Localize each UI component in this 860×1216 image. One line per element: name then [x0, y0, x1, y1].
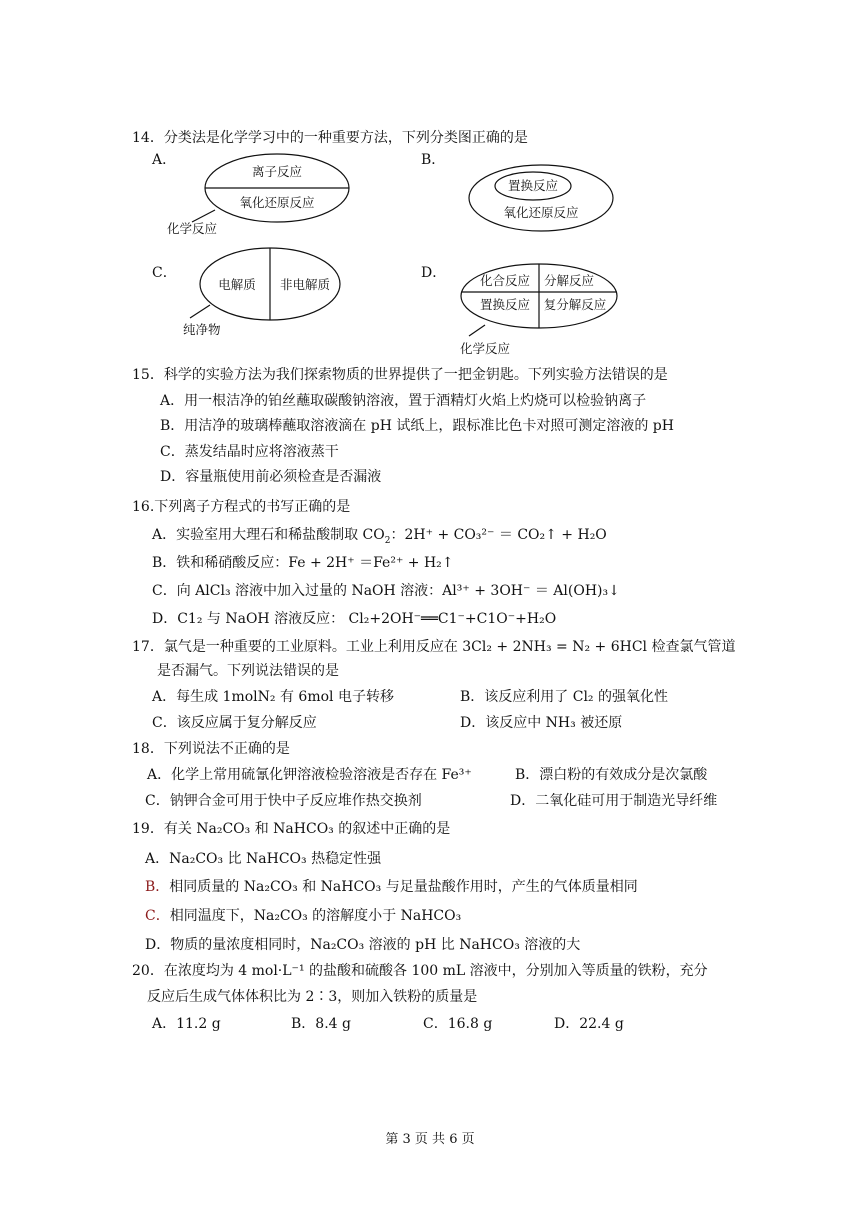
- diagram-a-bottom-label: 氧化还原反应: [239, 195, 315, 210]
- q15-option-b: B．用洁净的玻璃棒蘸取溶液滴在 pH 试纸上，跟标准比色卡对照可测定溶液的 pH: [160, 418, 674, 434]
- q16-option-a-subscript: 2: [384, 535, 391, 546]
- q18-option-a: A．化学上常用硫氰化钾溶液检验溶液是否存在 Fe³⁺: [147, 767, 472, 783]
- q14-stem: 14．分类法是化学学习中的一种重要方法，下列分类图正确的是: [132, 130, 528, 146]
- q17-option-a: A．每生成 1molN₂ 有 6mol 电子转移: [152, 689, 394, 705]
- q19-option-c-label: C．: [145, 908, 170, 924]
- q15-option-c: C．蒸发结晶时应将溶液蒸干: [160, 444, 339, 460]
- q18-option-c: C．钠钾合金可用于快中子反应堆作热交换剂: [145, 793, 422, 809]
- q16-option-b: B．铁和稀硝酸反应：Fe + 2H⁺ ＝Fe²⁺ + H₂↑: [152, 555, 454, 571]
- q17-option-c: C．该反应属于复分解反应: [152, 715, 317, 731]
- q19-option-b: [145, 878, 638, 896]
- q20-option-d: D．22.4 g: [554, 1016, 624, 1032]
- q14-option-d-label: D．: [421, 265, 447, 281]
- diagram-d-br-label: 复分解反应: [543, 297, 607, 312]
- diagram-d-tr-label: 分解反应: [543, 273, 595, 288]
- q16-option-c: C．向 AlCl₃ 溶液中加入过量的 NaOH 溶液：Al³⁺ + 3OH⁻ ＝ Al(OH)₃↓: [152, 583, 620, 599]
- q16-stem: 16.下列离子方程式的书写正确的是: [132, 499, 351, 515]
- diagram-b-outer-label: 氧化还原反应: [503, 205, 579, 220]
- q19-option-b-text: 相同质量的 Na₂CO₃ 和 NaHCO₃ 与足量盐酸作用时，产生的气体质量相同: [169, 879, 638, 895]
- q14-diagram-a: [160, 150, 360, 245]
- diagram-c-left-label: 电解质: [218, 277, 256, 292]
- diagram-a-top-label: 离子反应: [251, 164, 303, 179]
- q20-stem-line2: 反应后生成气体体积比为 2∶3，则加入铁粉的质量是: [147, 989, 478, 1005]
- q15-option-a: A．用一根洁净的铂丝蘸取碳酸钠溶液，置于酒精灯火焰上灼烧可以检验钠离子: [160, 393, 647, 409]
- q16-option-a-equation: ：2H⁺ + CO₃²⁻ ＝ CO₂↑ + H₂O: [390, 527, 607, 543]
- q20-option-c: C．16.8 g: [423, 1016, 493, 1032]
- q16-option-d: D．C1₂ 与 NaOH 溶液反应： Cl₂+2OH⁻══C1⁻+C1O⁻+H₂O: [152, 611, 557, 627]
- diagram-b-inner-label: 置换反应: [507, 178, 559, 193]
- q14-option-a-label: A．: [152, 152, 177, 168]
- diagram-d-bl-label: 置换反应: [479, 297, 531, 312]
- q16-option-a: [152, 526, 607, 544]
- q17-option-d: D．该反应中 NH₃ 被还原: [460, 715, 623, 731]
- q19-option-d: D．物质的量浓度相同时，Na₂CO₃ 溶液的 pH 比 NaHCO₃ 溶液的大: [145, 937, 581, 953]
- page-footer: 第 3 页 共 6 页: [385, 1132, 475, 1147]
- q18-option-d: D．二氧化硅可用于制造光导纤维: [510, 793, 718, 809]
- diagram-c-outer-label: 纯净物: [183, 322, 221, 337]
- q18-option-b: B．漂白粉的有效成分是次氯酸: [515, 767, 708, 783]
- q17-stem-line1: 17．氯气是一种重要的工业原料。工业上利用反应在 3Cl₂ + 2NH₃ = N₂ + 6HCl 检查氯气管道: [132, 639, 736, 655]
- q19-option-c-text: 相同温度下，Na₂CO₃ 的溶解度小于 NaHCO₃: [169, 908, 462, 924]
- diagram-c-right-label: 非电解质: [279, 277, 331, 292]
- q19-option-b-label: B．: [145, 879, 170, 895]
- q14-option-b-label: B．: [421, 152, 446, 168]
- q16-option-a-text: A．实验室用大理石和稀盐酸制取 CO: [152, 527, 385, 543]
- diagram-d-outer-label: 化学反应: [460, 341, 511, 356]
- q14-diagram-b: [465, 164, 625, 236]
- q15-option-d: D．容量瓶使用前必须检查是否漏液: [160, 469, 382, 485]
- diagram-d-tl-label: 化合反应: [479, 273, 531, 288]
- q20-stem-line1: 20．在浓度均为 4 mol·L⁻¹ 的盐酸和硫酸各 100 mL 溶液中，分别加入等质量的铁粉，充分: [132, 963, 708, 979]
- q19-option-c: [145, 907, 461, 925]
- q20-option-b: B．8.4 g: [291, 1016, 351, 1032]
- q14-diagram-d: [455, 262, 635, 360]
- q14-option-c-label: C．: [152, 265, 177, 281]
- q18-stem: 18．下列说法不正确的是: [132, 741, 290, 757]
- q19-stem: 19．有关 Na₂CO₃ 和 NaHCO₃ 的叙述中正确的是: [132, 821, 451, 837]
- q19-option-a: A．Na₂CO₃ 比 NaHCO₃ 热稳定性强: [145, 851, 382, 867]
- q15-stem: 15．科学的实验方法为我们探索物质的世界提供了一把金钥匙。下列实验方法错误的是: [132, 367, 668, 383]
- q20-option-a: A．11.2 g: [152, 1016, 221, 1032]
- q17-option-b: B．该反应利用了 Cl₂ 的强氧化性: [460, 689, 668, 705]
- q14-diagram-c: [160, 245, 360, 340]
- q17-stem-line2: 是否漏气。下列说法错误的是: [157, 663, 339, 679]
- diagram-a-outer-label: 化学反应: [167, 221, 218, 236]
